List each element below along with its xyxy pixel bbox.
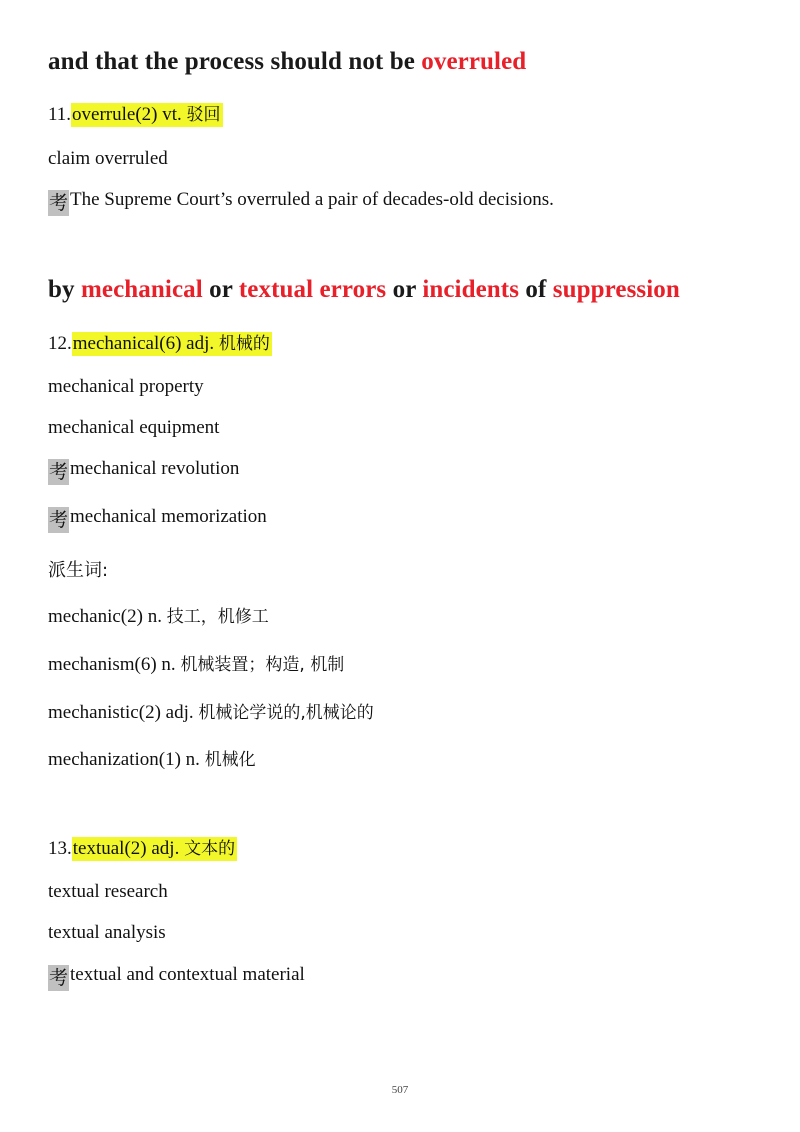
heading-text: by [48, 276, 81, 303]
derivative-entry [48, 745, 256, 771]
derivative-meaning: 机械装置；构造, 机制 [180, 655, 345, 675]
exam-mark: 考 [49, 461, 69, 483]
derivative-word: mechanism(6) n. [48, 654, 181, 675]
collocation: mechanical property [48, 376, 204, 397]
page-number: 507 [391, 1084, 409, 1096]
derivative-entry [48, 698, 374, 724]
heading-keyword: overruled [421, 48, 527, 75]
derivative-word: mechanistic(2) adj. [48, 702, 199, 723]
derivative-meaning: 机械论学说的,机械论的 [198, 703, 374, 723]
heading-text: and that the process should not be [48, 48, 422, 75]
term-text: mechanical(6) adj. [72, 333, 219, 354]
heading-keyword: textual errors [238, 276, 387, 303]
derivative-meaning: 技工，机修工 [166, 607, 269, 627]
derivatives-label-text: 派生词: [48, 560, 109, 581]
exam-mark: 考 [49, 509, 69, 531]
highlighted-term [72, 332, 272, 356]
exam-item-text: mechanical revolution [70, 458, 240, 479]
vocab-entry-11 [48, 100, 223, 126]
heading-text: or [202, 276, 239, 303]
vocab-entry-13 [48, 834, 237, 860]
heading-text: or [386, 276, 423, 303]
entry-number: 11. [48, 104, 72, 125]
heading-keyword: incidents [422, 276, 520, 303]
exam-sentence-text: The Supreme Court’s overruled a pair of decades-old decisions. [70, 189, 554, 210]
exam-mark: 考 [49, 967, 69, 989]
collocation: claim overruled [48, 148, 168, 169]
exam-sentence [48, 189, 554, 216]
derivative-meaning: 机械化 [204, 750, 256, 770]
collocation: mechanical equipment [48, 417, 220, 438]
sentence-heading-2 [48, 276, 680, 304]
collocation: textual research [48, 881, 168, 902]
collocation: textual analysis [48, 922, 166, 943]
term-meaning: 机械的 [218, 334, 270, 354]
heading-keyword: suppression [552, 276, 680, 303]
heading-keyword: mechanical [80, 276, 203, 303]
vocab-entry-12 [48, 329, 272, 355]
derivatives-label [48, 556, 108, 582]
exam-mark: 考 [49, 192, 69, 214]
derivative-word: mechanization(1) n. [48, 749, 205, 770]
exam-item [48, 964, 305, 991]
term-text: textual(2) adj. [72, 838, 185, 859]
exam-item-text: textual and contextual material [70, 964, 305, 985]
exam-item [48, 458, 239, 485]
derivative-entry [48, 650, 344, 676]
entry-number: 13. [48, 838, 72, 859]
highlighted-term [71, 103, 222, 127]
exam-item [48, 506, 267, 533]
derivative-word: mechanic(2) n. [48, 606, 167, 627]
sentence-heading-1 [48, 48, 526, 76]
term-meaning: 文本的 [184, 839, 236, 859]
heading-text: of [519, 276, 553, 303]
entry-number: 12. [48, 333, 72, 354]
term-text: overrule(2) vt. [72, 104, 187, 125]
highlighted-term [72, 837, 237, 861]
derivative-entry [48, 602, 269, 628]
exam-item-text: mechanical memorization [70, 506, 267, 527]
term-meaning: 驳回 [186, 105, 221, 125]
